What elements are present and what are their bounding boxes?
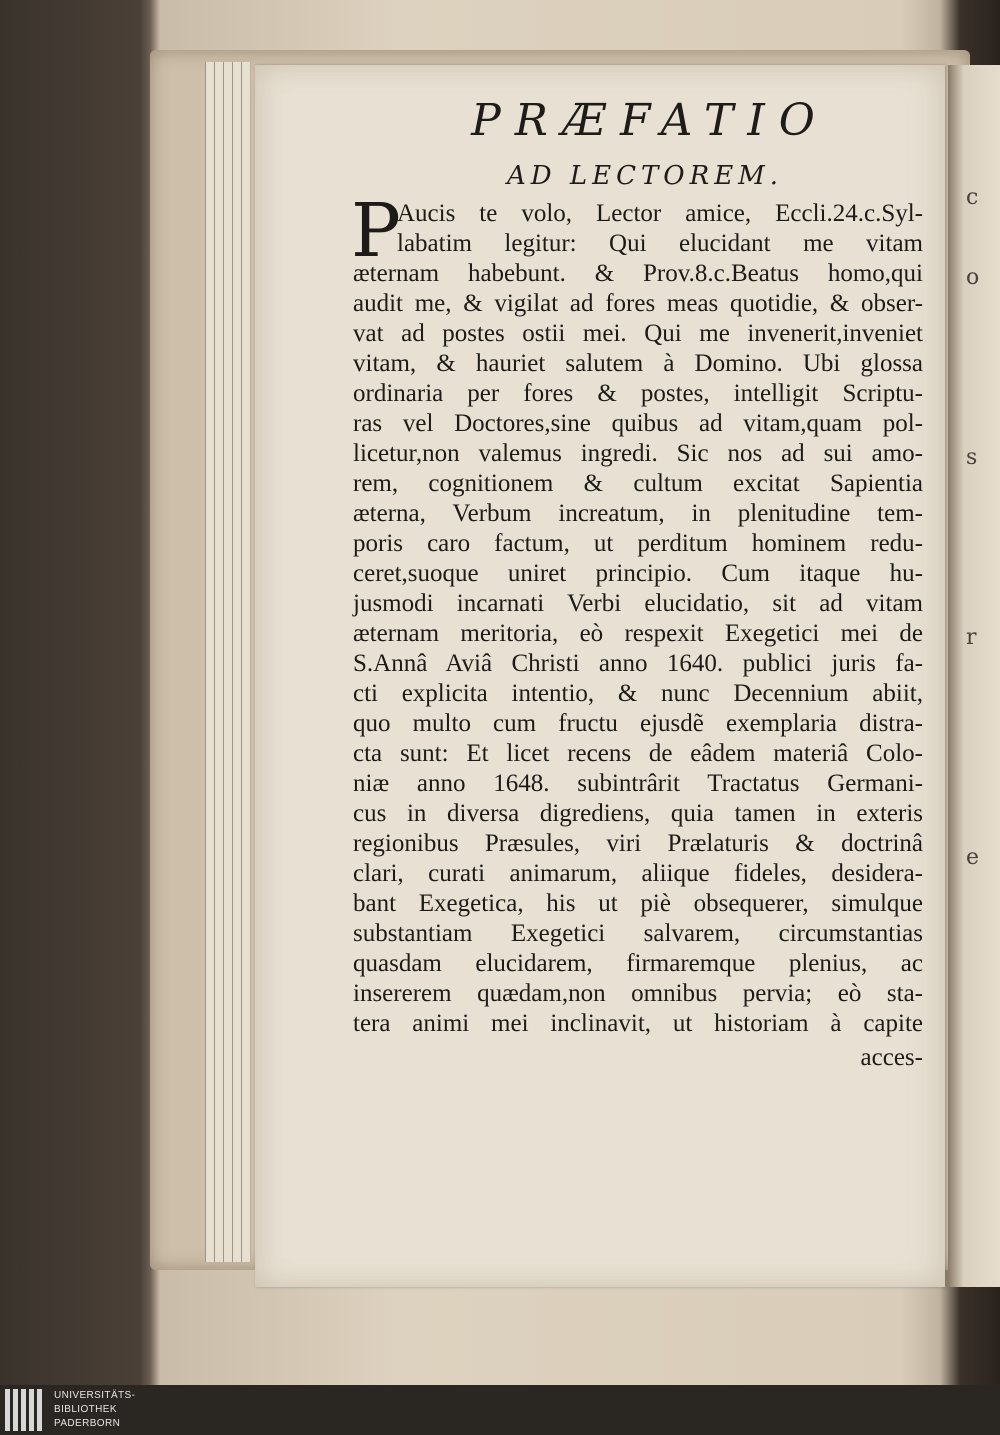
bleed-glyph: s	[966, 445, 978, 470]
library-name-line: BIBLIOTHEK	[54, 1404, 117, 1415]
text-line: Aucis te volo, Lector amice, Eccli.24.c.Syl-	[397, 200, 923, 227]
text-line: jusmodi incarnati Verbi elucidatio, sit ad vitam	[353, 590, 923, 617]
text-line: audit me, & vigilat ad fores meas quotidie, & obser-	[353, 290, 923, 317]
catchword: acces-	[860, 1044, 923, 1071]
text-line: vat ad postes ostii mei. Qui me invenerit,inveniet	[353, 320, 923, 347]
page-subtitle: AD LECTOREM.	[506, 161, 784, 191]
body-text	[351, 188, 923, 1073]
text-line: regionibus Præsules, viri Prælaturis & doctrinâ	[353, 830, 923, 857]
page-title: PRÆFATIO	[471, 95, 829, 146]
text-line: æterna, Verbum increatum, in plenitudine tem-	[353, 500, 923, 527]
bleed-glyph: c	[966, 185, 979, 210]
text-line: clari, curati animarum, aliique fideles, desidera-	[353, 860, 923, 887]
text-line: niæ anno 1648. subintrârit Tractatus Germani-	[353, 770, 923, 797]
bleed-glyph: o	[966, 265, 980, 290]
text-line: S.Annâ Aviâ Christi anno 1640. publici juris fa-	[353, 650, 923, 677]
text-line: rem, cognitionem & cultum excitat Sapientia	[353, 470, 923, 497]
library-name	[54, 1389, 135, 1431]
leaf-edge	[241, 62, 251, 1262]
text-line: ceret,suoque uniret principio. Cum itaque hu-	[353, 560, 923, 587]
bleed-glyph: e	[966, 845, 980, 870]
drop-capital: P	[351, 188, 401, 274]
text-line: tera animi mei inclinavit, ut historiam à capite	[353, 1010, 923, 1037]
bleed-glyph: r	[966, 625, 977, 650]
text-line: substantiam Exegetici salvarem, circumstantias	[353, 920, 923, 947]
library-name-line: PADERBORN	[54, 1418, 121, 1429]
text-line: æternam habebunt. & Prov.8.c.Beatus homo,qui	[353, 260, 923, 287]
library-logo-icon	[5, 1389, 47, 1431]
text-line: quasdam elucidarem, firmaremque plenius, ac	[353, 950, 923, 977]
text-line: cta sunt: Et licet recens de eâdem materiâ Colo-	[353, 740, 923, 767]
text-line: cus in diversa digrediens, quia tamen in exteris	[353, 800, 923, 827]
text-line: ordinaria per fores & postes, intelligit Scriptu-	[353, 380, 923, 407]
text-line: æternam meritoria, eò respexit Exegetici mei de	[353, 620, 923, 647]
book-page	[255, 65, 945, 1287]
text-line: licetur,non valemus ingredi. Sic nos ad sui amo-	[353, 440, 923, 467]
text-line: poris caro factum, ut perditum hominem redu-	[353, 530, 923, 557]
facing-page-edge	[948, 65, 1000, 1287]
library-name-line: UNIVERSITÄTS-	[54, 1390, 136, 1401]
text-line: bant Exegetica, his ut piè obsequerer, simulque	[353, 890, 923, 917]
text-line: ras vel Doctores,sine quibus ad vitam,quam pol-	[353, 410, 923, 437]
text-line: cti explicita intentio, & nunc Decennium abiit,	[353, 680, 923, 707]
text-line: labatim legitur: Qui elucidant me vitam	[397, 230, 923, 257]
library-footer	[0, 1385, 1000, 1435]
text-line: insererem quædam,non omnibus pervia; eò sta-	[353, 980, 923, 1007]
text-line: quo multo cum fructu ejusdẽ exemplaria distra-	[353, 710, 923, 737]
text-line: vitam, & hauriet salutem à Domino. Ubi glossa	[353, 350, 923, 377]
